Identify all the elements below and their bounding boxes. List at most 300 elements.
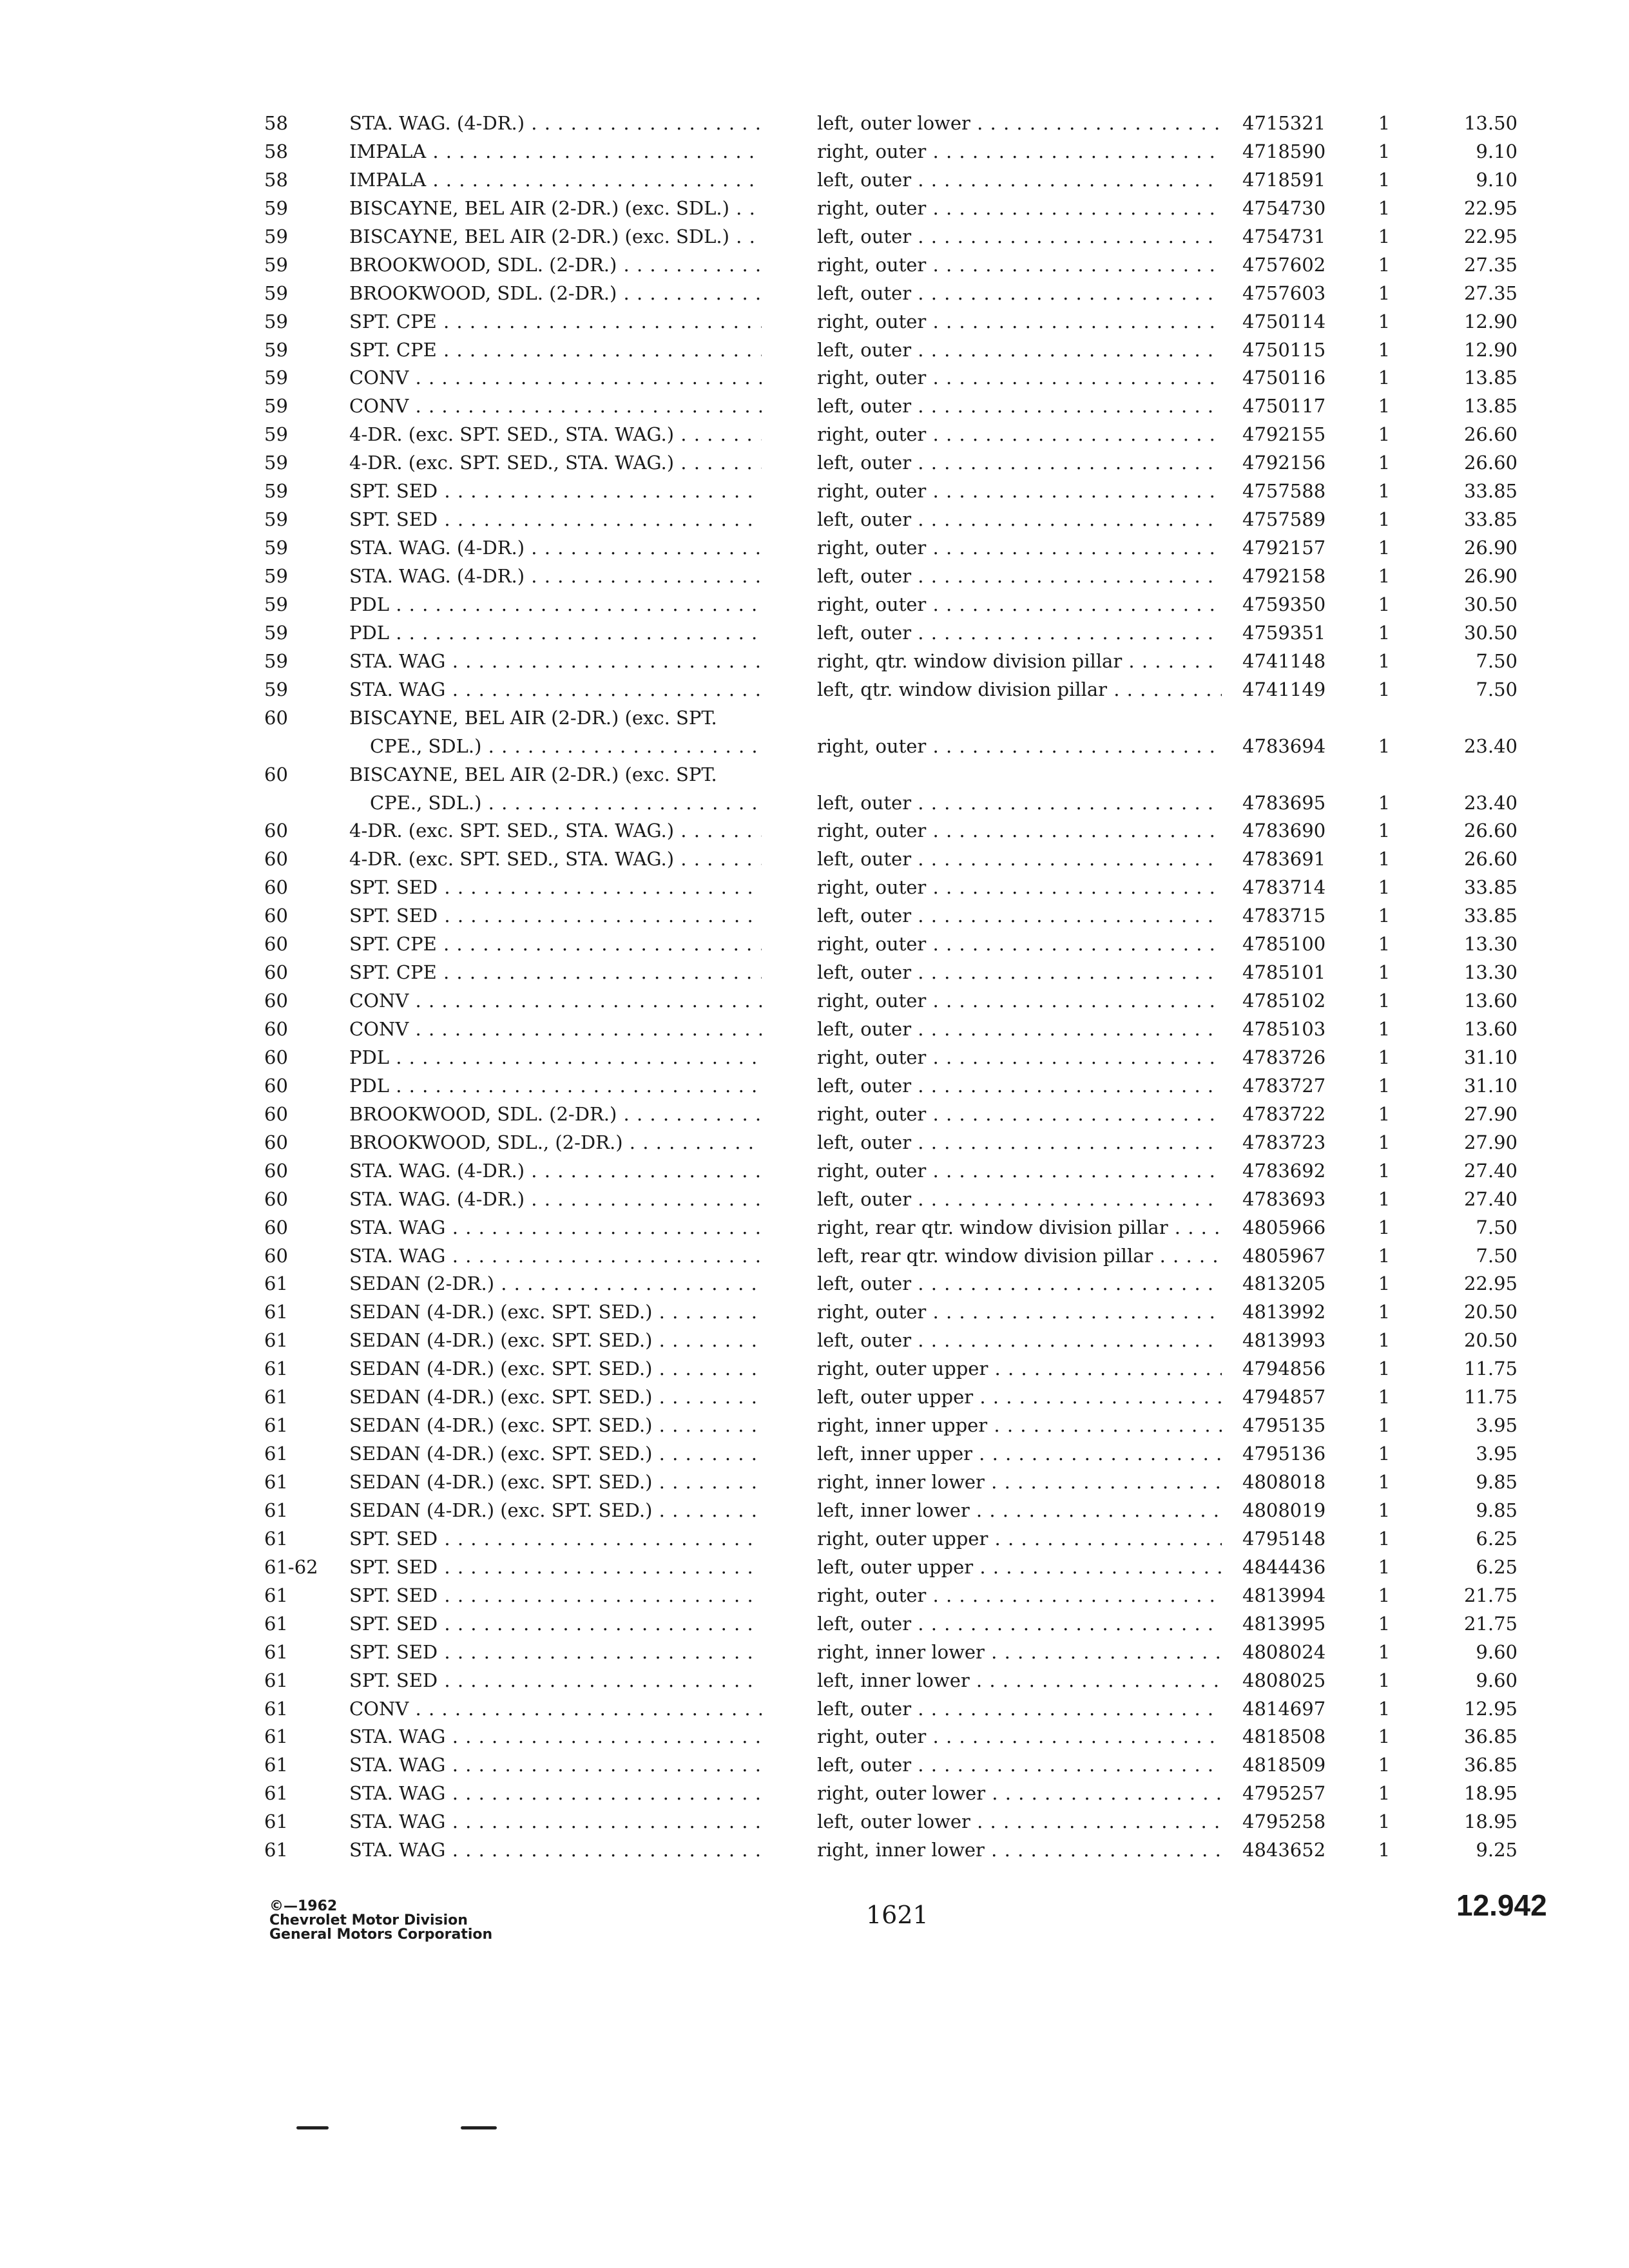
quantity: 1 (1378, 1471, 1391, 1494)
part-description-text: left, outer upper (817, 1555, 974, 1578)
model-name-text: STA. WAG (349, 678, 446, 700)
part-description (817, 1015, 1222, 1044)
quantity: 1 (1378, 1697, 1391, 1720)
model-name (349, 1015, 762, 1044)
quantity: 1 (1378, 1102, 1391, 1125)
price: 18.95 (1463, 1782, 1518, 1805)
model-year: 59 (264, 367, 288, 389)
model-name (349, 1582, 762, 1610)
price: 27.90 (1463, 1131, 1518, 1153)
price: 27.90 (1463, 1102, 1518, 1125)
part-description-text: left, outer (817, 1131, 912, 1153)
quantity: 1 (1378, 1358, 1391, 1380)
model-year: 58 (264, 168, 288, 191)
quantity: 1 (1378, 1669, 1391, 1691)
model-name-text: SPT. CPE (349, 933, 437, 956)
price: 9.60 (1476, 1640, 1518, 1663)
table-row (264, 364, 1540, 392)
part-number: 4785101 (1242, 961, 1326, 984)
model-name-text: SPT. SED (349, 876, 438, 899)
quantity: 1 (1378, 168, 1391, 191)
part-number: 4808025 (1242, 1669, 1326, 1691)
table-row (264, 1440, 1540, 1468)
model-name-text: STA. WAG (349, 649, 446, 672)
table-row (264, 1808, 1540, 1836)
model-name (349, 251, 762, 280)
part-description-text: left, qtr. window division pillar (817, 678, 1107, 700)
price: 13.50 (1463, 112, 1518, 134)
quantity: 1 (1378, 197, 1391, 219)
model-name-text: SPT. CPE (349, 961, 437, 984)
table-row (264, 110, 1540, 138)
part-number: 4783723 (1242, 1131, 1326, 1153)
part-description (817, 223, 1222, 251)
model-name-text: SPT. SED (349, 480, 438, 503)
part-number: 4785102 (1242, 990, 1326, 1012)
part-description (817, 1327, 1222, 1355)
quantity: 1 (1378, 1273, 1391, 1295)
part-description-text: left, outer (817, 1754, 912, 1776)
price: 33.85 (1463, 876, 1518, 899)
part-number: 4795135 (1242, 1414, 1326, 1437)
model-year: 59 (264, 678, 288, 700)
part-description (817, 1355, 1222, 1383)
price: 7.50 (1476, 678, 1518, 700)
part-number: 4814697 (1242, 1697, 1326, 1720)
table-row (264, 591, 1540, 619)
part-description (817, 1072, 1222, 1100)
model-name-text: SPT. SED (349, 1640, 438, 1663)
section-number: 12.942 (1456, 1888, 1547, 1922)
part-description (817, 1836, 1222, 1865)
part-description-text: left, inner upper (817, 1443, 972, 1465)
part-number: 4750116 (1242, 367, 1326, 389)
quantity: 1 (1378, 1839, 1391, 1861)
model-name-text: 4-DR. (exc. SPT. SED., STA. WAG.) (349, 848, 675, 870)
model-name-text: CONV (349, 367, 409, 389)
part-description-text: left, outer upper (817, 1386, 974, 1408)
part-number: 4783714 (1242, 876, 1326, 899)
part-number: 4792158 (1242, 565, 1326, 587)
model-name-text: STA. WAG (349, 1725, 446, 1748)
model-year: 61-62 (264, 1555, 318, 1578)
part-description (817, 562, 1222, 591)
price: 30.50 (1463, 621, 1518, 644)
model-name (349, 704, 762, 761)
model-name (349, 1298, 762, 1327)
model-name-text: BROOKWOOD, SDL., (2-DR.) (349, 1131, 623, 1153)
model-name (349, 223, 762, 251)
part-description (817, 421, 1222, 449)
table-row (264, 1270, 1540, 1298)
quantity: 1 (1378, 1216, 1391, 1238)
part-number: 4792155 (1242, 423, 1326, 446)
part-number: 4754730 (1242, 197, 1326, 219)
price: 9.85 (1476, 1499, 1518, 1521)
model-name-text: STA. WAG (349, 1811, 446, 1833)
table-row (264, 987, 1540, 1015)
model-name-text: CONV (349, 990, 409, 1012)
model-name (349, 308, 762, 336)
part-description (817, 1695, 1222, 1724)
model-name-text: PDL (349, 593, 390, 615)
price: 27.35 (1463, 253, 1518, 276)
price: 31.10 (1463, 1046, 1518, 1068)
model-name-text: STA. WAG. (4-DR.) (349, 112, 525, 134)
part-number: 4813993 (1242, 1329, 1326, 1352)
model-name-text: CONV (349, 1018, 409, 1041)
model-year: 60 (264, 706, 288, 729)
model-name (349, 761, 762, 818)
quantity: 1 (1378, 1018, 1391, 1041)
part-number: 4813992 (1242, 1301, 1326, 1323)
model-name-line2: CPE., SDL.) (370, 791, 482, 814)
table-row (264, 1242, 1540, 1271)
model-name-text: BROOKWOOD, SDL. (2-DR.) (349, 1102, 617, 1125)
price: 12.95 (1463, 1697, 1518, 1720)
model-name (349, 1468, 762, 1497)
model-name (349, 1242, 762, 1271)
part-number: 4783690 (1242, 820, 1326, 842)
part-number: 4718591 (1242, 168, 1326, 191)
model-name (349, 1497, 762, 1525)
price: 13.60 (1463, 990, 1518, 1012)
model-name-text: SPT. CPE (349, 310, 437, 332)
part-description (817, 789, 1222, 818)
quantity: 1 (1378, 253, 1391, 276)
part-description-text: right, outer (817, 735, 927, 757)
table-row (264, 1780, 1540, 1808)
model-year: 60 (264, 933, 288, 956)
part-description (817, 1667, 1222, 1695)
model-year: 61 (264, 1386, 288, 1408)
model-name-text: SEDAN (4-DR.) (exc. SPT. SED.) (349, 1499, 653, 1521)
model-name (349, 1100, 762, 1129)
part-number: 4805967 (1242, 1244, 1326, 1267)
model-name-text: STA. WAG (349, 1244, 446, 1267)
quantity: 1 (1378, 395, 1391, 418)
part-description-text: right, inner upper (817, 1414, 988, 1437)
part-description-text: right, inner lower (817, 1471, 985, 1494)
quantity: 1 (1378, 735, 1391, 757)
part-description (817, 280, 1222, 308)
part-description-text: left, outer (817, 621, 912, 644)
model-year: 60 (264, 763, 288, 785)
table-row (264, 477, 1540, 506)
quantity: 1 (1378, 1443, 1391, 1465)
quantity: 1 (1378, 1640, 1391, 1663)
part-number: 4783722 (1242, 1102, 1326, 1125)
price: 9.60 (1476, 1669, 1518, 1691)
part-description (817, 336, 1222, 365)
price: 13.85 (1463, 367, 1518, 389)
model-name-text: PDL (349, 1046, 390, 1068)
model-year: 60 (264, 1046, 288, 1068)
quantity: 1 (1378, 537, 1391, 559)
model-name (349, 1836, 762, 1865)
price: 23.40 (1463, 791, 1518, 814)
table-row (264, 562, 1540, 591)
part-number: 4757588 (1242, 480, 1326, 503)
table-row (264, 138, 1540, 166)
part-description (817, 1157, 1222, 1186)
model-name (349, 449, 762, 477)
model-name (349, 506, 762, 534)
price: 20.50 (1463, 1329, 1518, 1352)
model-year: 61 (264, 1443, 288, 1465)
part-description-text: right, outer (817, 593, 927, 615)
price: 13.30 (1463, 961, 1518, 984)
part-description (817, 1383, 1222, 1412)
price: 18.95 (1463, 1811, 1518, 1833)
model-name (349, 1186, 762, 1214)
model-year: 59 (264, 225, 288, 247)
part-description-text: left, outer (817, 225, 912, 247)
parts-catalog-table (264, 110, 1540, 1865)
model-name (349, 817, 762, 845)
part-number: 4808018 (1242, 1471, 1326, 1494)
part-description-text: left, outer (817, 1329, 912, 1352)
model-year: 61 (264, 1640, 288, 1663)
model-name-text: SEDAN (4-DR.) (exc. SPT. SED.) (349, 1443, 653, 1465)
table-row (264, 449, 1540, 477)
table-row (264, 902, 1540, 930)
part-description (817, 1440, 1222, 1468)
quantity: 1 (1378, 1046, 1391, 1068)
model-name-text: SPT. SED (349, 905, 438, 927)
model-name (349, 845, 762, 874)
part-description (817, 1497, 1222, 1525)
part-number: 4818509 (1242, 1754, 1326, 1776)
model-name-text: STA. WAG. (4-DR.) (349, 537, 525, 559)
part-description-text: right, outer (817, 1725, 927, 1748)
model-year: 61 (264, 1584, 288, 1606)
model-year: 61 (264, 1329, 288, 1352)
part-description-text: left, outer (817, 1074, 912, 1097)
table-row (264, 959, 1540, 987)
part-description-text: right, outer (817, 1102, 927, 1125)
part-number: 4843652 (1242, 1839, 1326, 1861)
price: 3.95 (1476, 1414, 1518, 1437)
table-row (264, 223, 1540, 251)
price: 26.60 (1463, 452, 1518, 474)
model-year: 59 (264, 197, 288, 219)
table-row (264, 1553, 1540, 1582)
model-year: 61 (264, 1725, 288, 1748)
price: 27.35 (1463, 282, 1518, 304)
table-row (264, 704, 1540, 761)
model-name-text: SPT. SED (349, 1555, 438, 1578)
quantity: 1 (1378, 649, 1391, 672)
part-description (817, 1582, 1222, 1610)
model-name (349, 1129, 762, 1157)
part-description-text: right, outer (817, 253, 927, 276)
part-number: 4785103 (1242, 1018, 1326, 1041)
part-description-text: right, outer (817, 197, 927, 219)
model-name-text: SEDAN (4-DR.) (exc. SPT. SED.) (349, 1471, 653, 1494)
quantity: 1 (1378, 1499, 1391, 1521)
corporation-name: General Motors Corporation (269, 1927, 493, 1943)
part-description-text: right, outer (817, 1301, 927, 1323)
model-name-line1: BISCAYNE, BEL AIR (2-DR.) (exc. SPT. (349, 706, 717, 729)
part-description (817, 138, 1222, 166)
table-row (264, 1298, 1540, 1327)
table-row (264, 1015, 1540, 1044)
part-description-text: right, outer (817, 140, 927, 162)
part-number: 4759350 (1242, 593, 1326, 615)
quantity: 1 (1378, 1159, 1391, 1182)
part-description (817, 449, 1222, 477)
model-name-text: 4-DR. (exc. SPT. SED., STA. WAG.) (349, 423, 675, 446)
price: 33.85 (1463, 508, 1518, 531)
quantity: 1 (1378, 1725, 1391, 1748)
part-description (817, 477, 1222, 506)
part-description (817, 676, 1222, 704)
table-row (264, 1836, 1540, 1865)
part-description-text: left, outer (817, 282, 912, 304)
quantity: 1 (1378, 905, 1391, 927)
table-row (264, 648, 1540, 676)
model-name-text: BISCAYNE, BEL AIR (2-DR.) (exc. SDL.) (349, 225, 729, 247)
model-name (349, 562, 762, 591)
quantity: 1 (1378, 423, 1391, 446)
model-name-text: SEDAN (4-DR.) (exc. SPT. SED.) (349, 1329, 653, 1352)
price: 36.85 (1463, 1725, 1518, 1748)
part-number: 4795258 (1242, 1811, 1326, 1833)
model-name (349, 1695, 762, 1724)
part-number: 4813995 (1242, 1612, 1326, 1635)
part-description-text: right, rear qtr. window division pillar (817, 1216, 1168, 1238)
part-description-text: right, outer (817, 933, 927, 956)
model-year: 59 (264, 423, 288, 446)
model-name (349, 930, 762, 959)
part-description (817, 1298, 1222, 1327)
part-description (817, 817, 1222, 845)
part-number: 4783715 (1242, 905, 1326, 927)
part-description-text: right, outer upper (817, 1358, 988, 1380)
part-description (817, 195, 1222, 223)
price: 22.95 (1463, 1273, 1518, 1295)
part-description (817, 1780, 1222, 1808)
part-number: 4813994 (1242, 1584, 1326, 1606)
quantity: 1 (1378, 1187, 1391, 1210)
quantity: 1 (1378, 1811, 1391, 1833)
table-row (264, 874, 1540, 902)
model-year: 61 (264, 1754, 288, 1776)
price: 6.25 (1476, 1555, 1518, 1578)
table-row (264, 421, 1540, 449)
model-year: 58 (264, 140, 288, 162)
model-name-text: BROOKWOOD, SDL. (2-DR.) (349, 253, 617, 276)
price: 26.90 (1463, 537, 1518, 559)
part-description-text: left, outer (817, 395, 912, 418)
part-description (817, 1412, 1222, 1440)
part-description-text: right, qtr. window division pillar (817, 649, 1123, 672)
table-row (264, 1497, 1540, 1525)
model-year: 60 (264, 990, 288, 1012)
quantity: 1 (1378, 1754, 1391, 1776)
table-row (264, 1355, 1540, 1383)
table-row (264, 1100, 1540, 1129)
price: 9.10 (1476, 168, 1518, 191)
part-number: 4783695 (1242, 791, 1326, 814)
price: 12.90 (1463, 338, 1518, 361)
model-name-text: SPT. SED (349, 508, 438, 531)
part-description (817, 1610, 1222, 1639)
price: 11.75 (1463, 1386, 1518, 1408)
part-description (817, 1808, 1222, 1836)
model-name (349, 1327, 762, 1355)
model-name-text: STA. WAG. (4-DR.) (349, 1187, 525, 1210)
part-number: 4795257 (1242, 1782, 1326, 1805)
model-name (349, 195, 762, 223)
quantity: 1 (1378, 452, 1391, 474)
price: 7.50 (1476, 649, 1518, 672)
part-number: 4844436 (1242, 1555, 1326, 1578)
table-row (264, 280, 1540, 308)
price: 9.10 (1476, 140, 1518, 162)
model-name (349, 619, 762, 648)
quantity: 1 (1378, 593, 1391, 615)
table-row (264, 336, 1540, 365)
model-name (349, 336, 762, 365)
part-number: 4750114 (1242, 310, 1326, 332)
model-name-text: IMPALA (349, 140, 427, 162)
part-description-text: left, outer (817, 565, 912, 587)
part-number: 4750117 (1242, 395, 1326, 418)
part-description-text: left, outer (817, 1273, 912, 1295)
part-description (817, 648, 1222, 676)
part-number: 4813205 (1242, 1273, 1326, 1295)
model-name (349, 1808, 762, 1836)
quantity: 1 (1378, 1555, 1391, 1578)
part-description-text: left, outer lower (817, 112, 970, 134)
part-description-text: right, outer (817, 310, 927, 332)
model-name-text: SPT. SED (349, 1527, 438, 1550)
quantity: 1 (1378, 508, 1391, 531)
part-description (817, 591, 1222, 619)
part-description-text: left, rear qtr. window division pillar (817, 1244, 1153, 1267)
model-year: 61 (264, 1527, 288, 1550)
model-year: 61 (264, 1301, 288, 1323)
part-description (817, 1525, 1222, 1553)
quantity: 1 (1378, 112, 1391, 134)
model-name-text: IMPALA (349, 168, 427, 191)
model-year: 59 (264, 452, 288, 474)
part-description-text: left, outer (817, 905, 912, 927)
model-year: 59 (264, 565, 288, 587)
table-row (264, 1129, 1540, 1157)
model-year: 60 (264, 1074, 288, 1097)
model-name-text: CONV (349, 1697, 409, 1720)
part-number: 4759351 (1242, 621, 1326, 644)
quantity: 1 (1378, 282, 1391, 304)
model-name (349, 959, 762, 987)
price: 26.60 (1463, 423, 1518, 446)
quantity: 1 (1378, 310, 1391, 332)
model-name (349, 166, 762, 195)
model-year: 59 (264, 310, 288, 332)
quantity: 1 (1378, 565, 1391, 587)
part-description (817, 1723, 1222, 1751)
model-name (349, 987, 762, 1015)
part-description-text: right, outer (817, 990, 927, 1012)
price: 7.50 (1476, 1244, 1518, 1267)
quantity: 1 (1378, 1244, 1391, 1267)
quantity: 1 (1378, 876, 1391, 899)
model-name (349, 421, 762, 449)
price: 6.25 (1476, 1527, 1518, 1550)
